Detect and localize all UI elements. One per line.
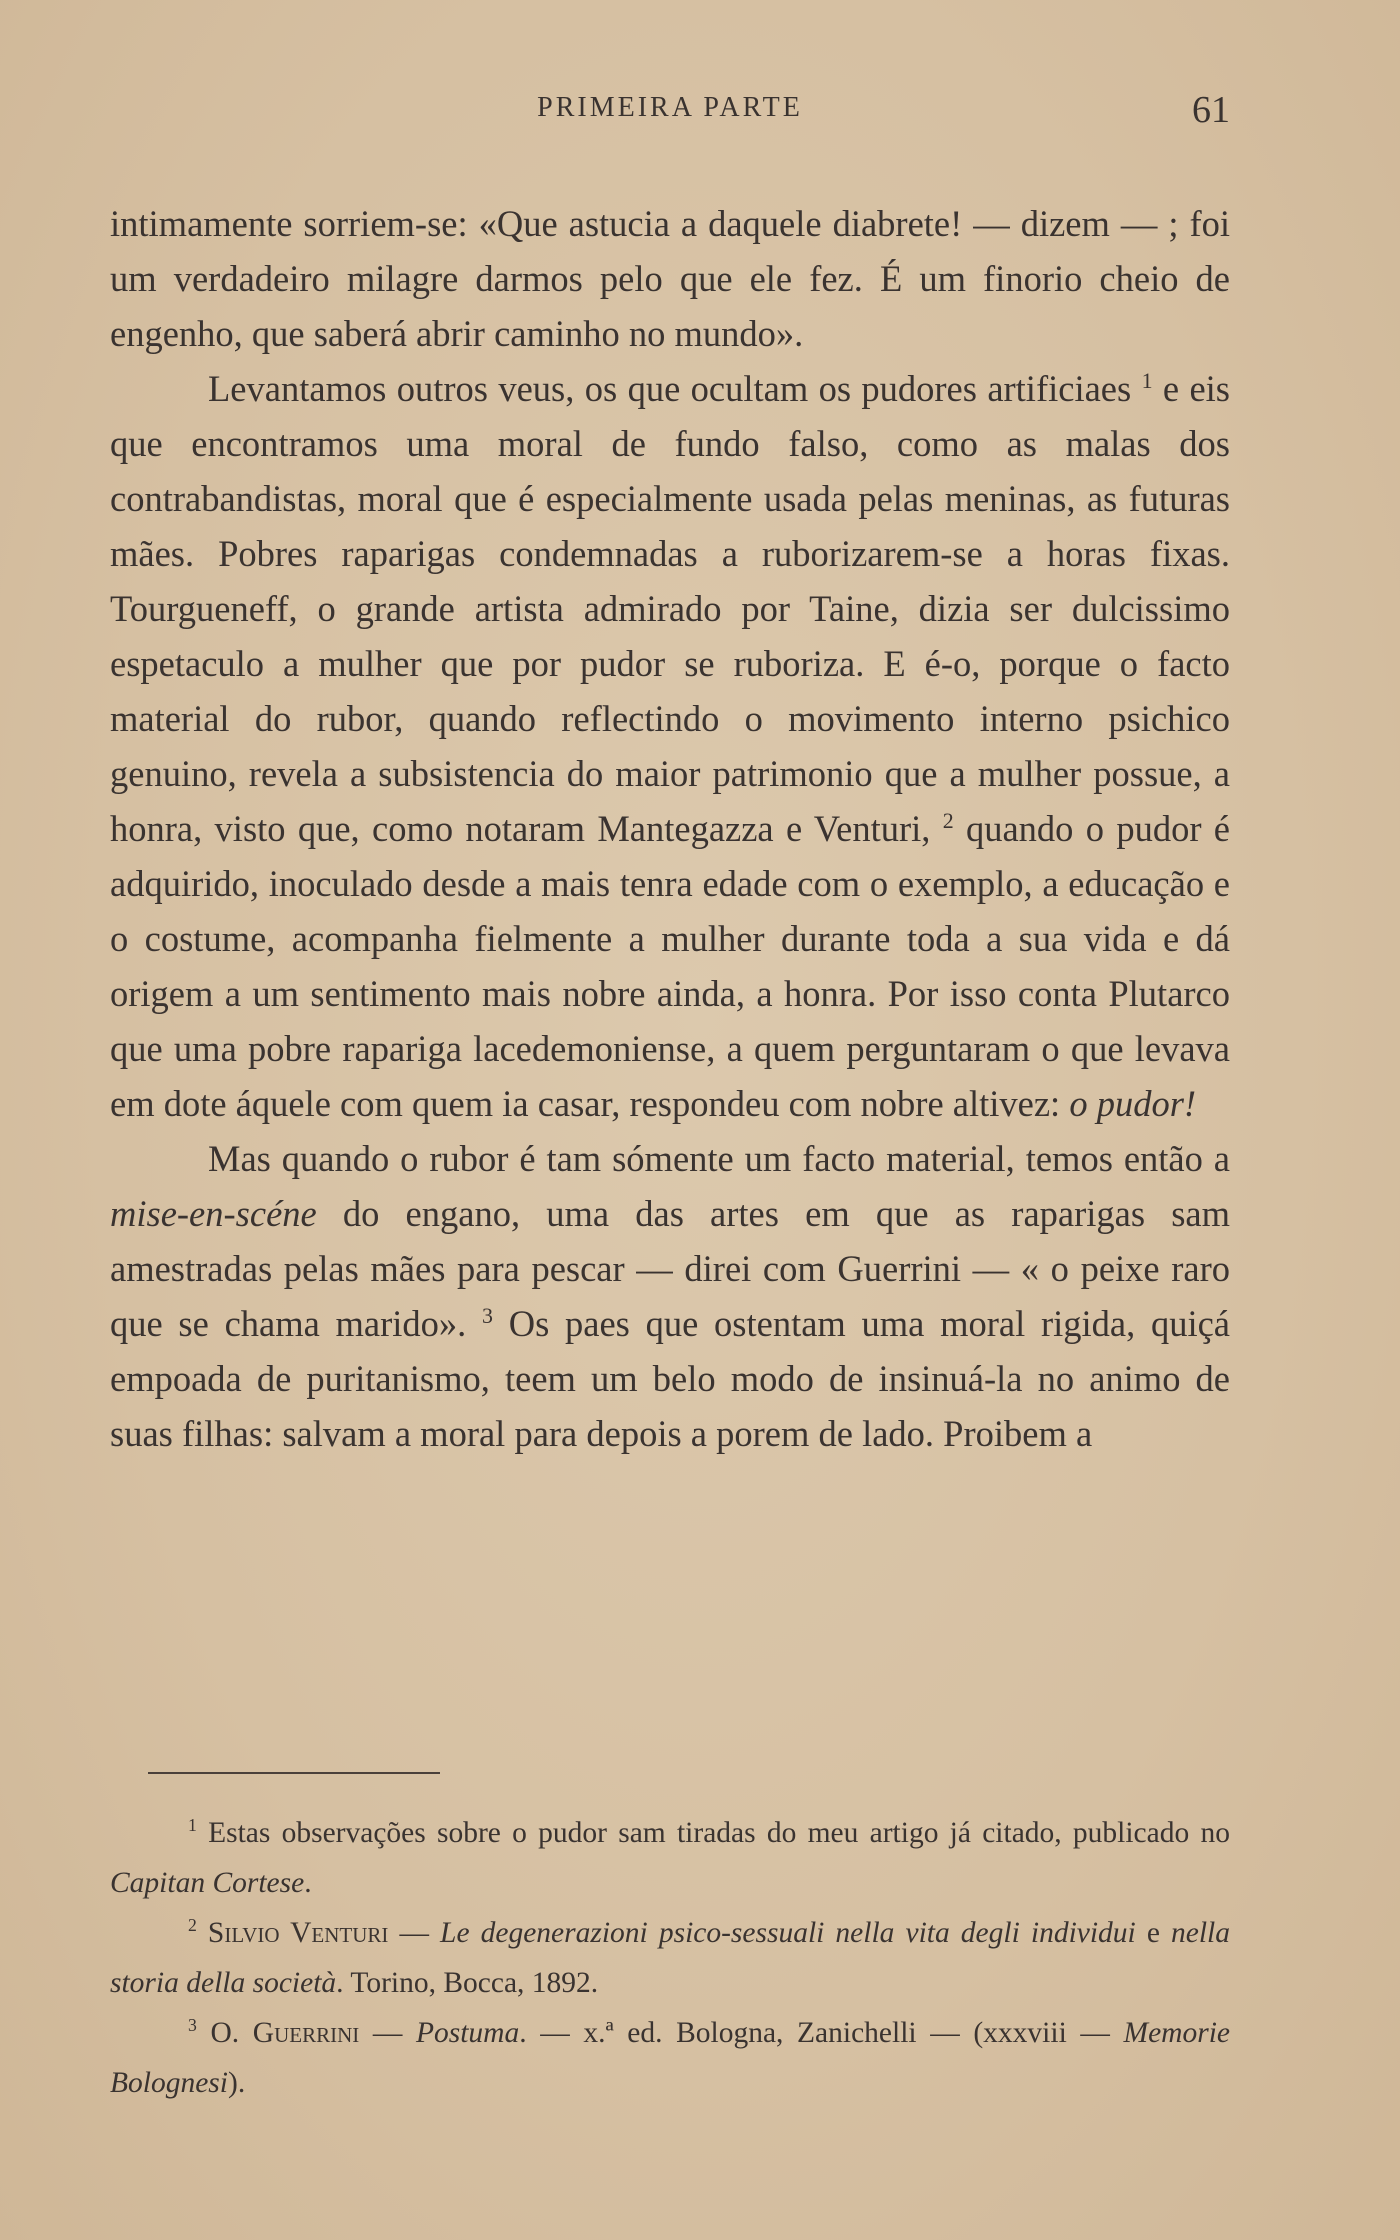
text-run: e eis que encontramos uma moral de fundo falso, como as malas dos contrabandistas, moral que é especialmente usada pelas meninas, as futuras mães. Pobres raparigas condemnadas a ruborizarem-se a horas fixas. Tourgueneff, o grande artista admirado por Taine, dizia ser dulcissimo espetaculo a mulher que por pudor se ruboriza. E é-o, porque o facto material do rubor, quando reflectindo o movimento interno psichico genuino, revela a subsistencia do maior patrimonio que a mulher possue, a honra, visto que, como notaram Mantegazza e Venturi, (110, 368, 1230, 849)
author-name: Guerrini (252, 2017, 360, 2049)
text-run: . (304, 1867, 312, 1899)
footnote (110, 2008, 1230, 2108)
italic-text: Postuma (415, 2017, 520, 2049)
text-run: quando o pudor é adquirido, inoculado desde a mais tenra edade com o exemplo, a educação e o costume, acompanha fielmente a mulher durante toda a sua vida e dá origem a um sentimento mais nobre ainda, a honra. Por isso conta Plutarco que uma pobre rapariga lacedemoniense, a quem perguntaram o que levava em dote áquele com quem ia casar, respondeu com nobre altivez: (110, 808, 1230, 1124)
footnotes (110, 1808, 1230, 2108)
footnote-marker: 1 (1141, 367, 1153, 393)
running-header (110, 88, 1230, 131)
text-run: Mas quando o rubor é tam sómente um facto material, temos então a (208, 1138, 1230, 1179)
text-run: O. (196, 2017, 253, 2049)
author-name: Silvio Venturi (207, 1917, 389, 1949)
italic-text: Capitan Cortese (110, 1867, 305, 1899)
footnote (110, 1908, 1230, 2008)
text-run: ). (228, 2067, 246, 2099)
text-run (197, 1917, 208, 1949)
text-run: . Torino, Bocca, 1892. (336, 1967, 599, 1999)
italic-text: mise-en-scéne (110, 1193, 317, 1234)
footnote-separator (148, 1772, 440, 1774)
text-run: Levantamos outros veus, os que ocultam os pudores artificiaes (208, 368, 1142, 409)
paragraph (110, 1131, 1230, 1461)
text-run: Estas observações sobre o pudor sam tiradas do meu artigo já citado, publicado no (196, 1817, 1230, 1849)
text-run: — (388, 1917, 441, 1949)
footnote-marker: 3 (188, 2015, 197, 2036)
page-number: 61 (1192, 89, 1230, 131)
paragraph (110, 196, 1230, 361)
text-run: Os paes que ostentam uma moral rigida, quiçá empoada de puritanismo, teem um belo modo de insinuá-la no animo de suas filhas: salvam a moral para depois a porem de lado. Proibem a (110, 1303, 1230, 1454)
italic-text: Le degenerazioni psico-sessuali nella vita degli individui (440, 1917, 1136, 1949)
text-run: e (1135, 1917, 1171, 1949)
footnote-marker: 3 (482, 1302, 493, 1328)
footnote-marker: 2 (188, 1915, 197, 1936)
text-run: — (359, 2017, 416, 2049)
running-title: PRIMEIRA PARTE (537, 92, 803, 123)
text-run: intimamente sorriem-se: «Que astucia a daquele diabrete! — dizem — ; foi um verdadeiro milagre darmos pelo que ele fez. É um finorio cheio de engenho, que saberá abrir caminho no mundo». (110, 203, 1230, 354)
footnote-marker: 1 (188, 1815, 197, 1836)
paragraph (110, 361, 1230, 1131)
body-text (110, 196, 1230, 1461)
italic-text: o pudor! (1069, 1083, 1197, 1124)
footnote-marker: 2 (942, 807, 954, 833)
text-run: do engano, uma das artes em que as raparigas sam amestradas pelas mães para pescar — direi com Guerrini — « o peixe raro que se chama marido». (110, 1193, 1230, 1344)
text-run: . — x.ª ed. Bologna, Zanichelli — (xxxviii — (519, 2017, 1124, 2049)
footnote (110, 1808, 1230, 1908)
italic-text: nella storia della società (110, 1917, 1230, 1999)
italic-text: Memorie Bolognesi (110, 2017, 1230, 2099)
